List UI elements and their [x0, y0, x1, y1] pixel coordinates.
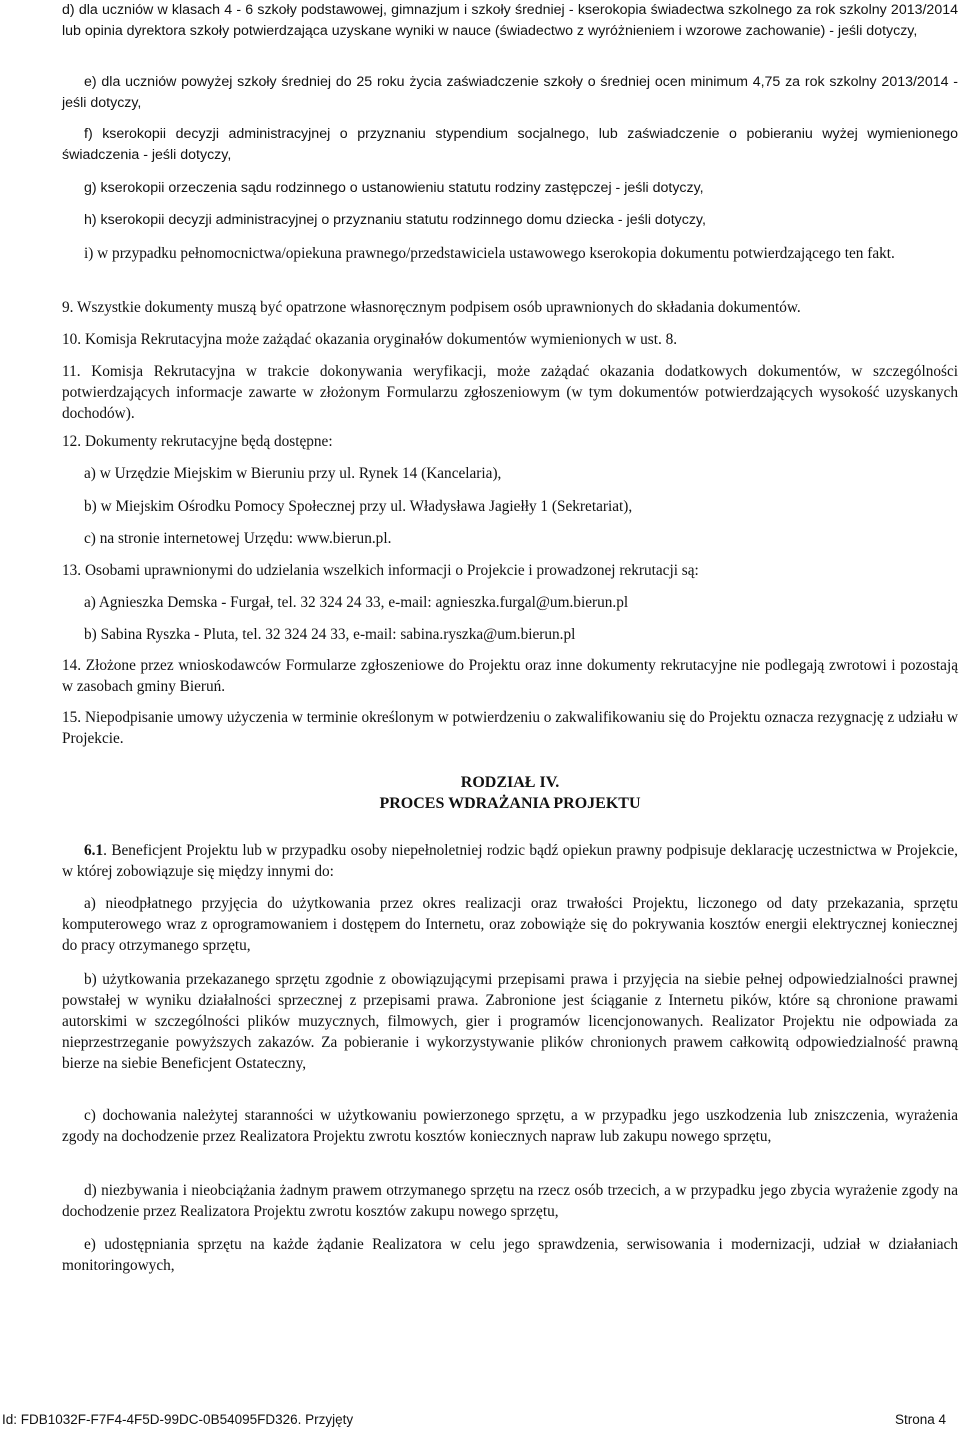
document-id: Id: FDB1032F-F7F4-4F5D-99DC-0B54095FD326. Przyjęty: [2, 1412, 354, 1427]
paragraph-12: 12. Dokumenty rekrutacyjne będą dostępne:: [62, 433, 333, 450]
item-h: h) kserokopii decyzji administracyjnej o przyznaniu statutu rodzinnego domu dziecka - jeśli dotyczy,: [84, 212, 706, 228]
paragraph-6-1d: d) niezbywania i nieobciążania żadnym prawem otrzymanego sprzętu na rzecz osób trzecich, a w przypadku jego zbycia wyrażenie zgody na dochodzenie przez Realizatora Projektu zwrotu kosztów zakupu nowego sprzętu,: [62, 1182, 958, 1220]
paragraph-15: 15. Niepodpisanie umowy użyczenia w terminie określonym w potwierdzeniu o zakwalifikowaniu się do Projektu oznacza rezygnację z udziału w Projekcie.: [62, 709, 958, 747]
page-footer: [0, 1405, 960, 1427]
item-d: d) dla uczniów w klasach 4 - 6 szkoły podstawowej, gimnazjum i szkoły średniej - kserokopia świadectwa szkolnego za rok szkolny 2013/2014 lub opinia dyrektora szkoły potwierdzająca uzyskane wyniki w nauce (świadectwo z wyróżnieniem i wzorowe zachowanie) - jeśli dotyczy,: [62, 2, 958, 39]
paragraph-6-1c: c) dochowania należytej staranności w użytkowaniu powierzonego sprzętu, a w przypadku jego uszkodzenia lub zniszczenia, wyrażenia zgody na dochodzenie przez Realizatora Projektu zwrotu kosztów koniecznych napraw lub zakupu nowego sprzętu,: [62, 1107, 958, 1145]
paragraph-12a: a) w Urzędzie Miejskim w Bieruniu przy ul. Rynek 14 (Kancelaria),: [84, 465, 502, 482]
paragraph-11: 11. Komisja Rekrutacyjna w trakcie dokonywania weryfikacji, może zażądać okazania dodatkowych dokumentów, w szczególności potwierdzających informacje zawarte w złożonym Formularzu zgłoszeniowym (w tym dokumentów potwierdzających wysokość uzyskanych dochodów).: [62, 363, 958, 422]
paragraph-6-1e: e) udostępniania sprzętu na każde żądanie Realizatora w celu jego sprawdzenia, serwisowania i modernizacji, udział w działaniach monitoringowych,: [62, 1236, 958, 1274]
paragraph-10: 10. Komisja Rekrutacyjna może zażądać okazania oryginałów dokumentów wymienionych w ust. 8.: [62, 331, 678, 348]
page-number: Strona 4: [894, 1412, 946, 1427]
chapter-title: PROCES WDRAŻANIA PROJEKTU: [379, 795, 641, 812]
paragraph-6-1a: a) nieodpłatnego przyjęcia do użytkowania przez okres realizacji oraz trwałości Projektu, liczonego od daty przekazania, sprzętu komputerowego wraz z oprogramowaniem i dostępem do Internetu, oraz zobowiąże się do pokrywania kosztów energii elektrycznej koniecznej do pracy otrzymanego sprzętu,: [62, 895, 958, 954]
paragraph-12b: b) w Miejskim Ośrodku Pomocy Społecznej przy ul. Władysława Jagiełły 1 (Sekretariat),: [84, 498, 633, 515]
item-i: i) w przypadku pełnomocnictwa/opiekuna prawnego/przedstawiciela ustawowego kserokopia dokumentu potwierdzającego ten fakt.: [84, 245, 895, 262]
paragraph-9: 9. Wszystkie dokumenty muszą być opatrzone własnoręcznym podpisem osób uprawnionych do składania dokumentów.: [62, 299, 801, 316]
item-e: e) dla uczniów powyżej szkoły średniej do 25 roku życia zaświadczenie szkoły o średniej ocen minimum 4,75 za rok szkolny 2013/2014 - jeśli dotyczy,: [62, 74, 958, 111]
paragraph-13b: b) Sabina Ryszka - Pluta, tel. 32 324 24 33, e-mail: sabina.ryszka@um.bierun.pl: [84, 626, 576, 643]
paragraph-6-1-text: . Beneficjent Projektu lub w przypadku osoby niepełnoletniej rodzic bądź opiekun prawny podpisuje deklarację uczestnictwa w Projekcie, w której zobowiązuje się między innymi do:: [62, 842, 958, 880]
paragraph-12c: c) na stronie internetowej Urzędu: www.bierun.pl.: [84, 530, 392, 547]
item-f: f) kserokopii decyzji administracyjnej o przyznaniu stypendium socjalnego, lub zaświadczenie o pobieraniu wyżej wymienionego świadczenia - jeśli dotyczy,: [62, 126, 958, 163]
chapter-heading: RODZIAŁ IV.: [460, 774, 560, 791]
paragraph-6-1: [62, 840, 958, 882]
paragraph-6-1-number: 6.1: [84, 842, 104, 859]
paragraph-6-1b: b) użytkowania przekazanego sprzętu zgodnie z obowiązującymi przepisami prawa i przyjęcia na siebie pełnej odpowiedzialności prawnej powstałej w wyniku działalności sprzecznej z przepisami prawa. Zabronione jest ściąganie z Internetu pików, które są chronione prawami autorskimi w szczególności plików muzycznych, filmowych, gier i programów licencjonowanych. Realizator Projektu nie odpowiada za nieprzestrzeganie powyższych zakazów. Za pobieranie i wykorzystywanie plików chronionych prawem całkowitą odpowiedzialność prawną bierze na siebie Beneficjent Ostateczny,: [62, 971, 958, 1072]
item-g: g) kserokopii orzeczenia sądu rodzinnego o ustanowieniu statutu rodziny zastępczej - jeśli dotyczy,: [84, 180, 704, 196]
paragraph-13a: a) Agnieszka Demska - Furgał, tel. 32 324 24 33, e-mail: agnieszka.furgal@um.bierun.pl: [84, 594, 629, 611]
paragraph-13: 13. Osobami uprawnionymi do udzielania wszelkich informacji o Projekcie i prowadzonej rekrutacji są:: [62, 562, 699, 579]
paragraph-14: 14. Złożone przez wnioskodawców Formularze zgłoszeniowe do Projektu oraz inne dokumenty rekrutacyjne nie podlegają zwrotowi i pozostają w zasobach gminy Bieruń.: [62, 657, 958, 695]
